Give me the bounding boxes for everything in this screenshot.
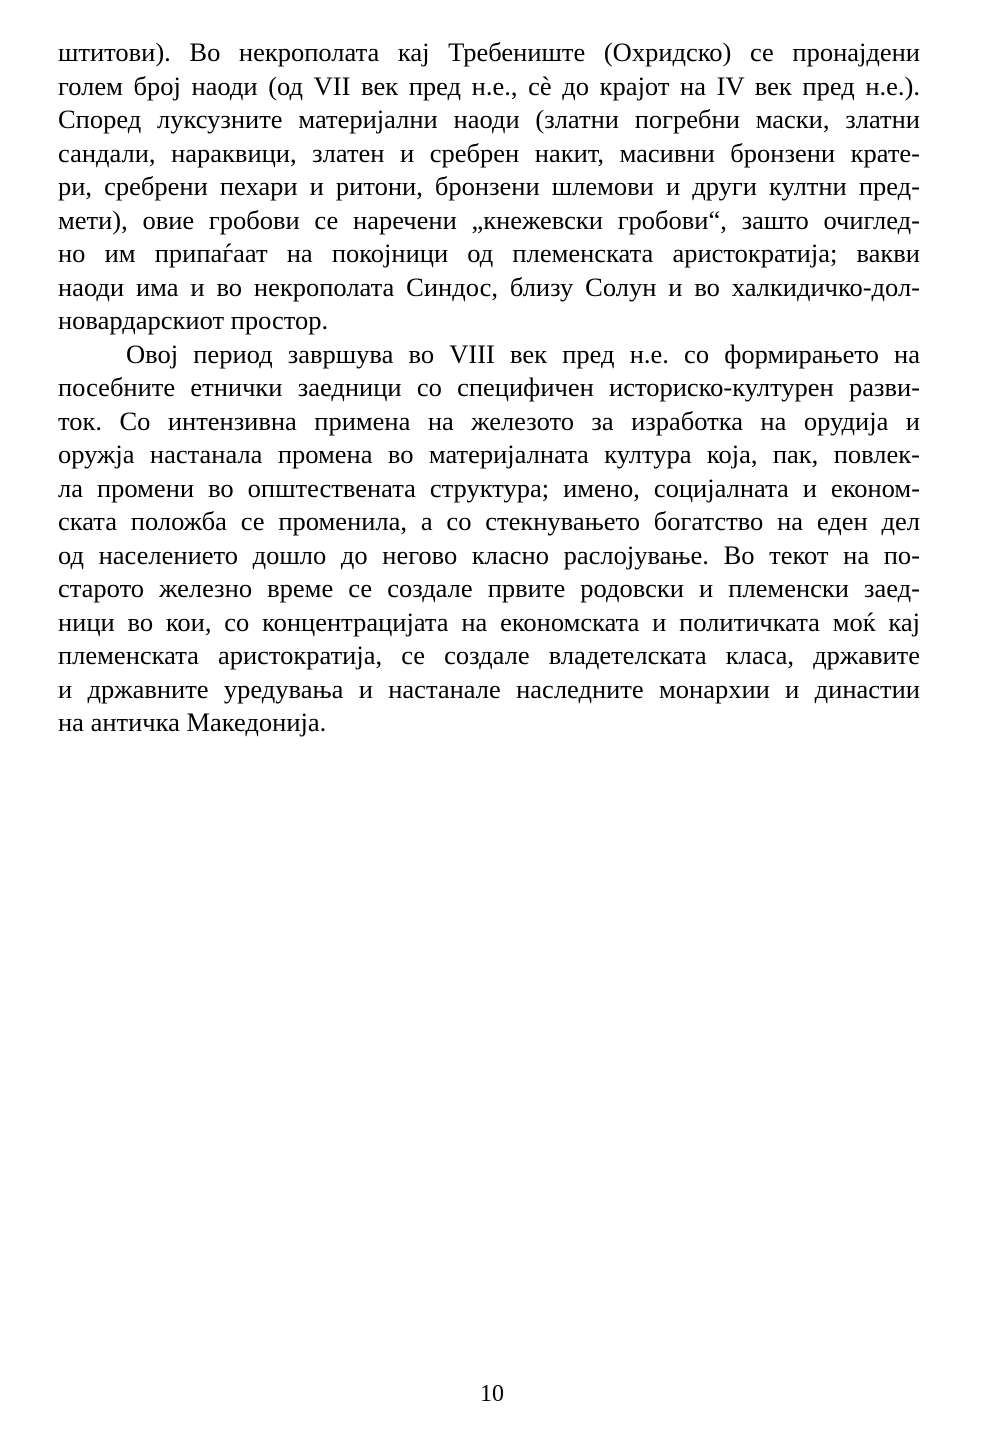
text-line: старото железно време се создале првите родовски и племенски заед- bbox=[58, 573, 920, 603]
text-line: штитови). Во некрополата кај Требениште (Охридско) се пронајдени bbox=[58, 37, 920, 67]
text-line: но им припаѓаат на покојници од племенската аристократија; вакви bbox=[58, 238, 920, 268]
text-line: Според луксузните материјални наоди (златни погребни маски, златни bbox=[58, 104, 920, 134]
text-line: ската положба се променила, а со стекнувањето богатство на еден дел bbox=[58, 506, 920, 536]
text-line: наоди има и во некрополата Синдос, близу Солун и во халкидичко-дол- bbox=[58, 271, 920, 302]
body-text bbox=[58, 36, 920, 740]
text-line: ри, сребрени пехари и ритони, бронзени шлемови и други култни пред- bbox=[58, 171, 920, 201]
text-line: сандали, нараквици, златен и сребрен накит, масивни бронзени крате- bbox=[58, 137, 920, 168]
paragraph-1 bbox=[58, 36, 920, 338]
text-line: на античка Македонија. bbox=[58, 707, 327, 737]
text-line: ток. Со интензивна примена на железото за изработка на орудија и bbox=[58, 405, 920, 436]
page-number: 10 bbox=[480, 1381, 504, 1407]
text-line: ла промени во општествената структура; имено, социјалната и економ- bbox=[58, 472, 920, 503]
text-line: мети), овие гробови се наречени „кнежевски гробови“, зашто очиглед- bbox=[58, 204, 920, 235]
text-line: посебните етнички заедници со специфичен историско-културен разви- bbox=[58, 372, 920, 402]
text-line: ници во кои, со концентрацијата на економската и политичката моќ кај bbox=[58, 606, 920, 637]
text-line: племенската аристократија, се создале владетелската класа, државите bbox=[58, 640, 920, 670]
text-line: новардарскиот простор. bbox=[58, 305, 329, 335]
text-line: голем број наоди (од VII век пред н.е., сè до крајот на IV век пред н.е.). bbox=[58, 70, 920, 101]
text-line: и државните уредувања и настанале наследните монархии и династии bbox=[58, 673, 920, 704]
text-line: оружја настанала промена во материјалната култура која, пак, повлек- bbox=[58, 439, 920, 469]
text-line: Овој период завршува во VIII век пред н.е. со формирањето на bbox=[126, 338, 920, 369]
paragraph-2 bbox=[58, 338, 920, 740]
text-line: од населението дошло до негово класно раслојување. Во текот на по- bbox=[58, 539, 920, 570]
